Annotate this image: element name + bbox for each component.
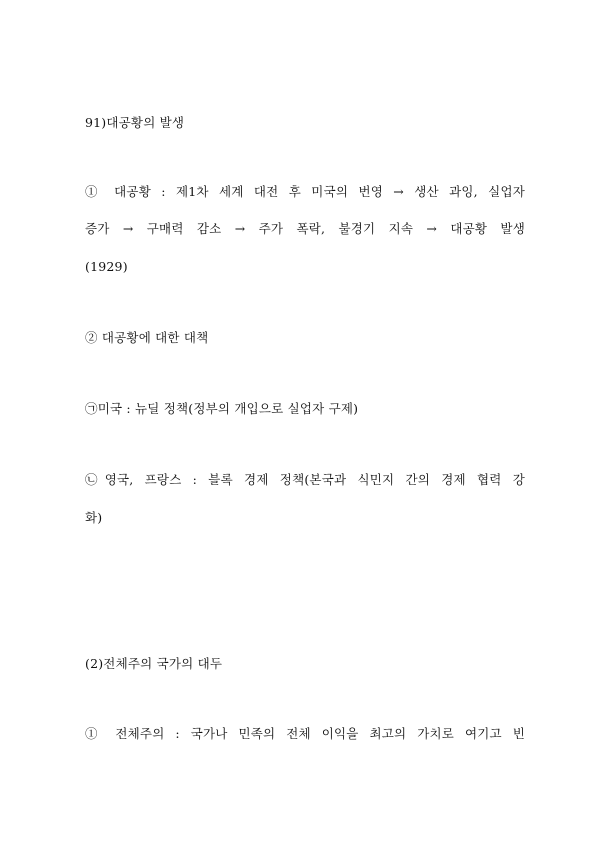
subheading-countermeasures: ② 대공황에 대한 대책	[85, 330, 209, 345]
paragraph-line: (1929)	[85, 259, 128, 274]
section-heading-great-depression: 91)대공황의 발생	[85, 115, 185, 130]
paragraph-line: ① 대공황 : 제1차 세계 대전 후 미국의 번영 → 생산 과잉, 실업자	[85, 184, 525, 199]
paragraph-line: ① 전체주의 : 국가나 민족의 전체 이익을 최고의 가치로 여기고 빈	[85, 726, 525, 741]
paragraph-line: ㉠미국 : 뉴딜 정책(정부의 개입으로 실업자 구제)	[85, 401, 359, 416]
paragraph-line: ㉡영국, 프랑스 : 블록 경제 정책(본국과 식민지 간의 경제 협력 강	[85, 472, 525, 487]
section-heading-totalitarianism: (2)전체주의 국가의 대두	[85, 656, 223, 671]
paragraph-line: 증가 → 구매력 감소 → 주가 폭락, 불경기 지속 → 대공황 발생	[85, 221, 525, 236]
paragraph-line: 화)	[85, 510, 103, 525]
